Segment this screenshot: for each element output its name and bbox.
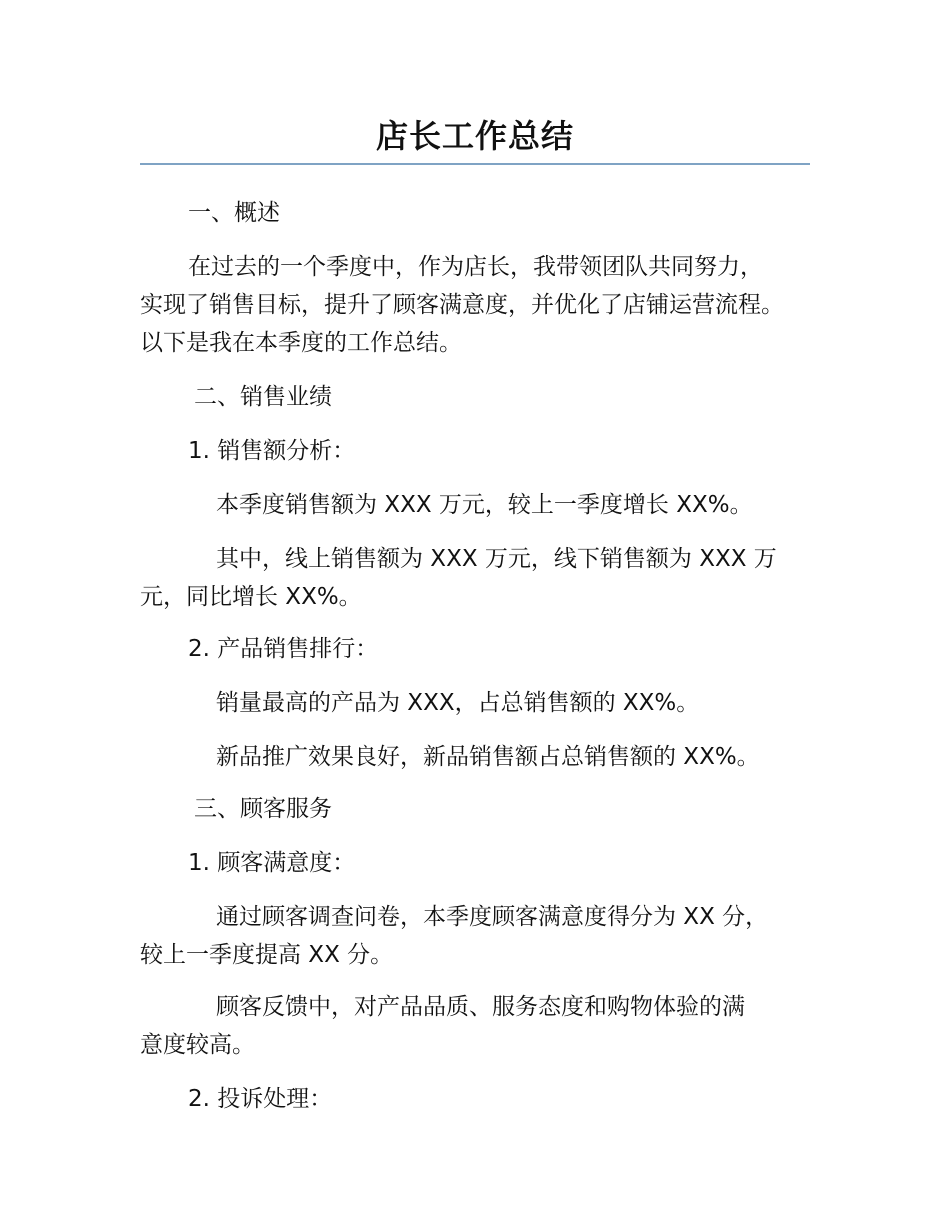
paragraph-line: 较上一季度提高 XX 分。 — [140, 942, 394, 968]
list-item-heading: 2. 产品销售排行： — [188, 636, 379, 662]
paragraph-line: 元，同比增长 XX%。 — [140, 584, 362, 610]
paragraph-line: 本季度销售额为 XXX 万元，较上一季度增长 XX%。 — [216, 492, 753, 518]
list-item-heading: 1. 顾客满意度： — [188, 850, 356, 876]
paragraph-line: 以下是我在本季度的工作总结。 — [140, 330, 462, 356]
list-item-heading: 2. 投诉处理： — [188, 1086, 333, 1112]
paragraph-line: 通过顾客调查问卷，本季度顾客满意度得分为 XX 分， — [216, 904, 769, 930]
paragraph-line: 其中，线上销售额为 XXX 万元，线下销售额为 XXX 万 — [216, 546, 777, 572]
section-heading-sales: 二、销售业绩 — [194, 384, 332, 410]
section-heading-service: 三、顾客服务 — [194, 796, 332, 822]
paragraph-line: 在过去的一个季度中，作为店长，我带领团队共同努力， — [188, 254, 763, 280]
paragraph-line: 意度较高。 — [140, 1032, 255, 1058]
paragraph-line: 实现了销售目标，提升了顾客满意度，并优化了店铺运营流程。 — [140, 292, 784, 318]
title-underline — [140, 163, 810, 165]
list-item-heading: 1. 销售额分析： — [188, 438, 356, 464]
paragraph-line: 顾客反馈中，对产品品质、服务态度和购物体验的满 — [216, 994, 745, 1020]
section-heading-overview: 一、概述 — [188, 200, 280, 226]
paragraph-line: 新品推广效果良好，新品销售额占总销售额的 XX%。 — [216, 744, 760, 770]
document-title: 店长工作总结 — [375, 117, 574, 155]
paragraph-line: 销量最高的产品为 XXX，占总销售额的 XX%。 — [216, 690, 700, 716]
